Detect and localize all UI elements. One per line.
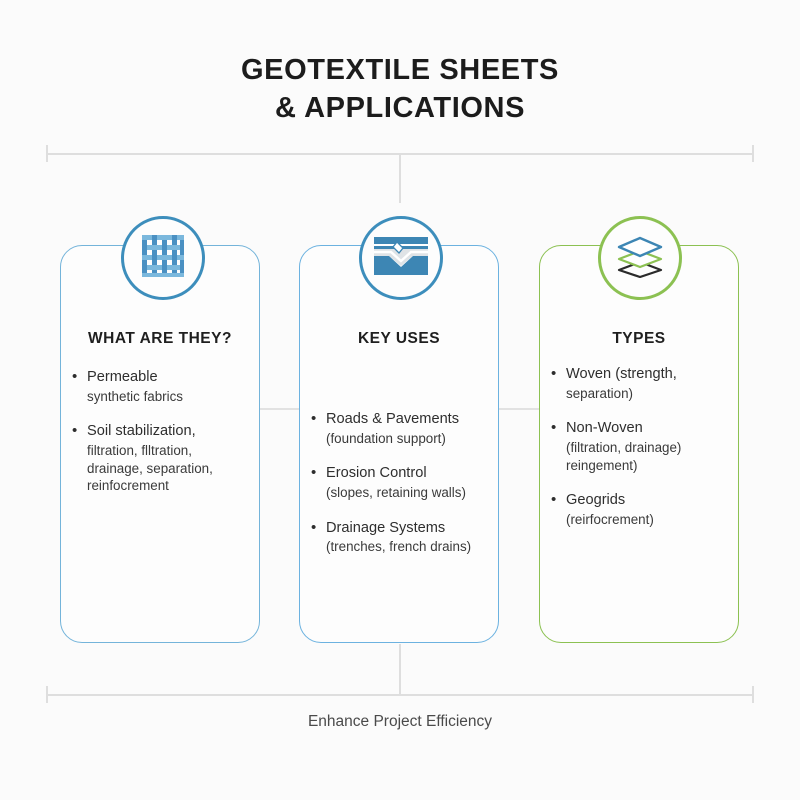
bullet-sub: synthetic fabrics	[87, 388, 184, 404]
bullet-sub: (filtration, drainage) reingement)	[566, 440, 682, 473]
list-item	[72, 368, 250, 405]
bullet-main: Geogrids	[566, 492, 626, 509]
bottom-connector-stem	[399, 644, 401, 694]
bullet-main: Permeable	[87, 369, 158, 385]
stacked-layers-icon	[613, 234, 667, 283]
footer-caption: Enhance Project Efficiency	[307, 713, 493, 730]
list-item	[311, 410, 489, 447]
list-item	[311, 519, 489, 556]
bullet-sub: filtration, flltration, drainage, separation, reinfocrement	[87, 443, 213, 494]
woven-fabric-icon	[138, 231, 188, 286]
connector-card1-card2	[258, 408, 304, 410]
top-connector-stem	[399, 153, 401, 203]
title-line-1: GEOTEXTILE SHEETS	[241, 54, 559, 86]
bullet-main: Roads & Pavements	[326, 411, 460, 427]
list-item	[551, 491, 729, 528]
card-heading-key-uses: KEY USES	[357, 330, 441, 347]
bullet-sub: (slopes, retaining walls)	[326, 485, 466, 501]
top-rule-left-cap	[46, 145, 48, 162]
bullet-main: Drainage Systems	[326, 519, 446, 536]
page-title	[0, 52, 800, 127]
bullet-main: Non-Woven	[566, 420, 643, 437]
bullet-main: Soil stabilization,	[87, 423, 196, 440]
card-heading-what-are-they: WHAT ARE THEY?	[88, 330, 232, 347]
list-item	[551, 365, 729, 402]
bullet-list-types	[551, 365, 729, 546]
bullet-list-key-uses	[311, 410, 489, 573]
bullet-main: Erosion Control	[326, 465, 427, 482]
list-item	[551, 419, 729, 474]
icon-circle-types	[598, 216, 682, 300]
bullet-sub: (foundation support)	[326, 430, 446, 446]
top-rule-right-cap	[752, 145, 754, 162]
bottom-rule-left-cap	[46, 686, 48, 703]
bullet-list-what-are-they	[72, 368, 250, 512]
card-heading-types: TYPES	[612, 330, 666, 347]
icon-circle-key-uses	[359, 216, 443, 300]
bullet-sub: (reirfocrement)	[566, 512, 654, 528]
bottom-divider-rule	[46, 694, 754, 696]
list-item	[311, 464, 489, 501]
connector-card2-card3	[496, 408, 542, 410]
bottom-rule-right-cap	[752, 686, 754, 703]
icon-circle-what-are-they	[121, 216, 205, 300]
title-line-2: & APPLICATIONS	[274, 91, 526, 124]
road-cross-section-icon	[373, 236, 429, 281]
bullet-sub: (trenches, french drains)	[326, 539, 472, 555]
bullet-main: Woven (strength,	[566, 366, 677, 382]
bullet-sub: separation)	[566, 385, 633, 401]
list-item	[72, 422, 250, 495]
